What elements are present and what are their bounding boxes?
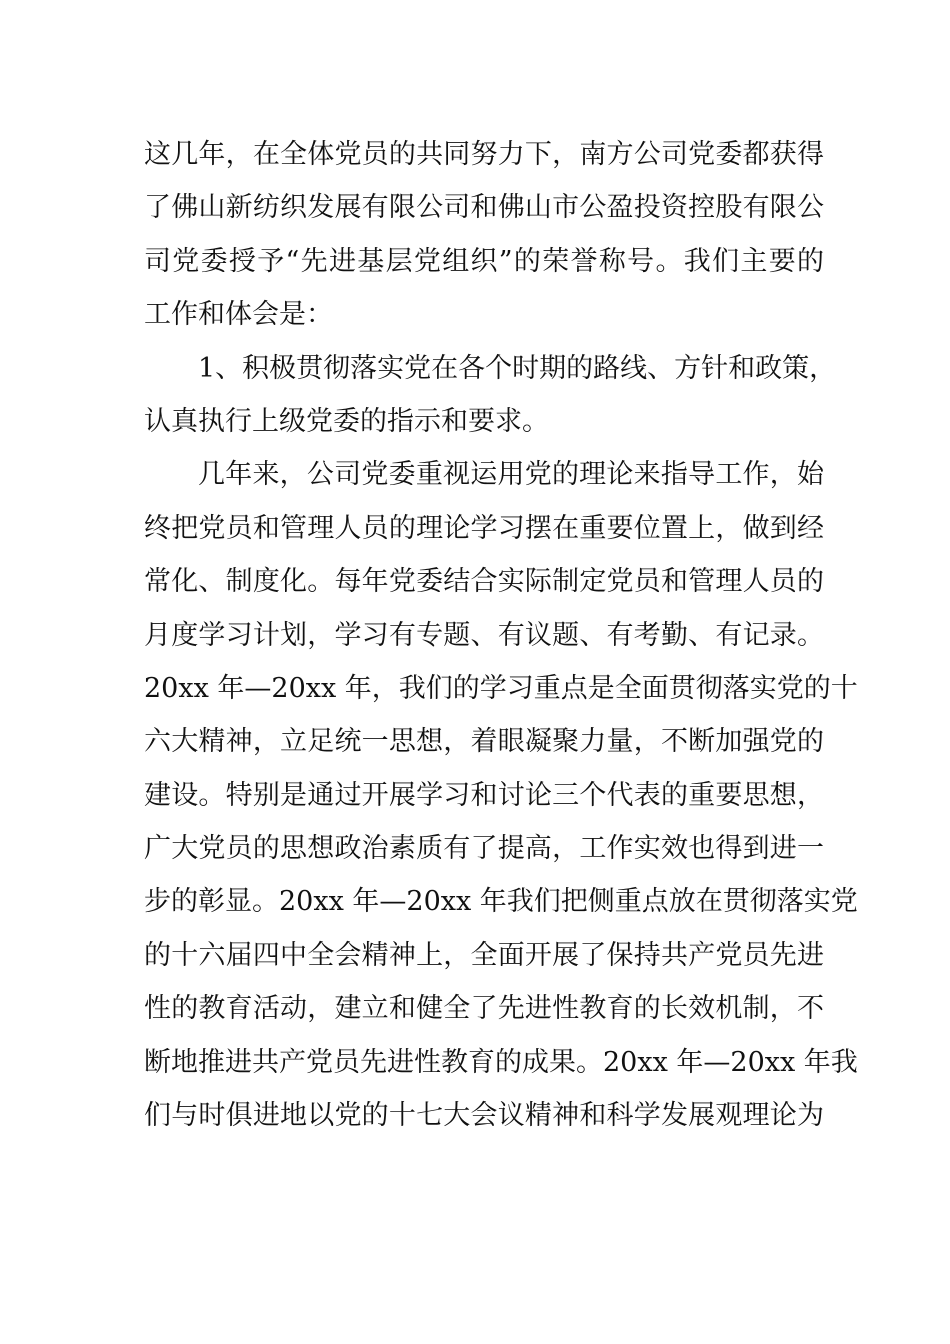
text-line: 20xx 年—20xx 年，我们的学习重点是全面贯彻落实党的十 [144, 672, 858, 704]
text-line: 认真执行上级党委的指示和要求。 [144, 405, 549, 437]
text-line: 断地推进共产党员先进性教育的成果。20xx 年—20xx 年我 [144, 1046, 858, 1078]
text-line: 步的彰显。20xx 年—20xx 年我们把侧重点放在贯彻落实党 [144, 886, 858, 918]
document-body [144, 128, 858, 1142]
text-line: 几年来，公司党委重视运用党的理论来指导工作，始 [198, 459, 824, 491]
text-line: 们与时俱进地以党的十七大会议精神和科学发展观理论为 [144, 1100, 824, 1132]
text-line: 了佛山新纺织发展有限公司和佛山市公盈投资控股有限公 [144, 192, 824, 224]
text-line: 月度学习计划，学习有专题、有议题、有考勤、有记录。 [144, 619, 824, 651]
text-line: 的十六届四中全会精神上，全面开展了保持共产党员先进 [144, 939, 824, 971]
text-line: 终把党员和管理人员的理论学习摆在重要位置上，做到经 [144, 512, 824, 544]
text-line: 司党委授予“先进基层党组织”的荣誉称号。我们主要的 [144, 245, 824, 277]
text-line: 性的教育活动，建立和健全了先进性教育的长效机制，不 [144, 993, 824, 1025]
text-line: 建设。特别是通过开展学习和讨论三个代表的重要思想， [144, 779, 824, 811]
text-line: 广大党员的思想政治素质有了提高，工作实效也得到进一 [144, 833, 824, 865]
text-line: 1、积极贯彻落实党在各个时期的路线、方针和政策， [198, 352, 837, 384]
text-line: 这几年，在全体党员的共同努力下，南方公司党委都获得 [144, 139, 824, 170]
text-line: 常化、制度化。每年党委结合实际制定党员和管理人员的 [144, 566, 824, 598]
text-line: 六大精神，立足统一思想，着眼凝聚力量，不断加强党的 [144, 726, 824, 758]
text-line: 工作和体会是： [144, 299, 333, 331]
